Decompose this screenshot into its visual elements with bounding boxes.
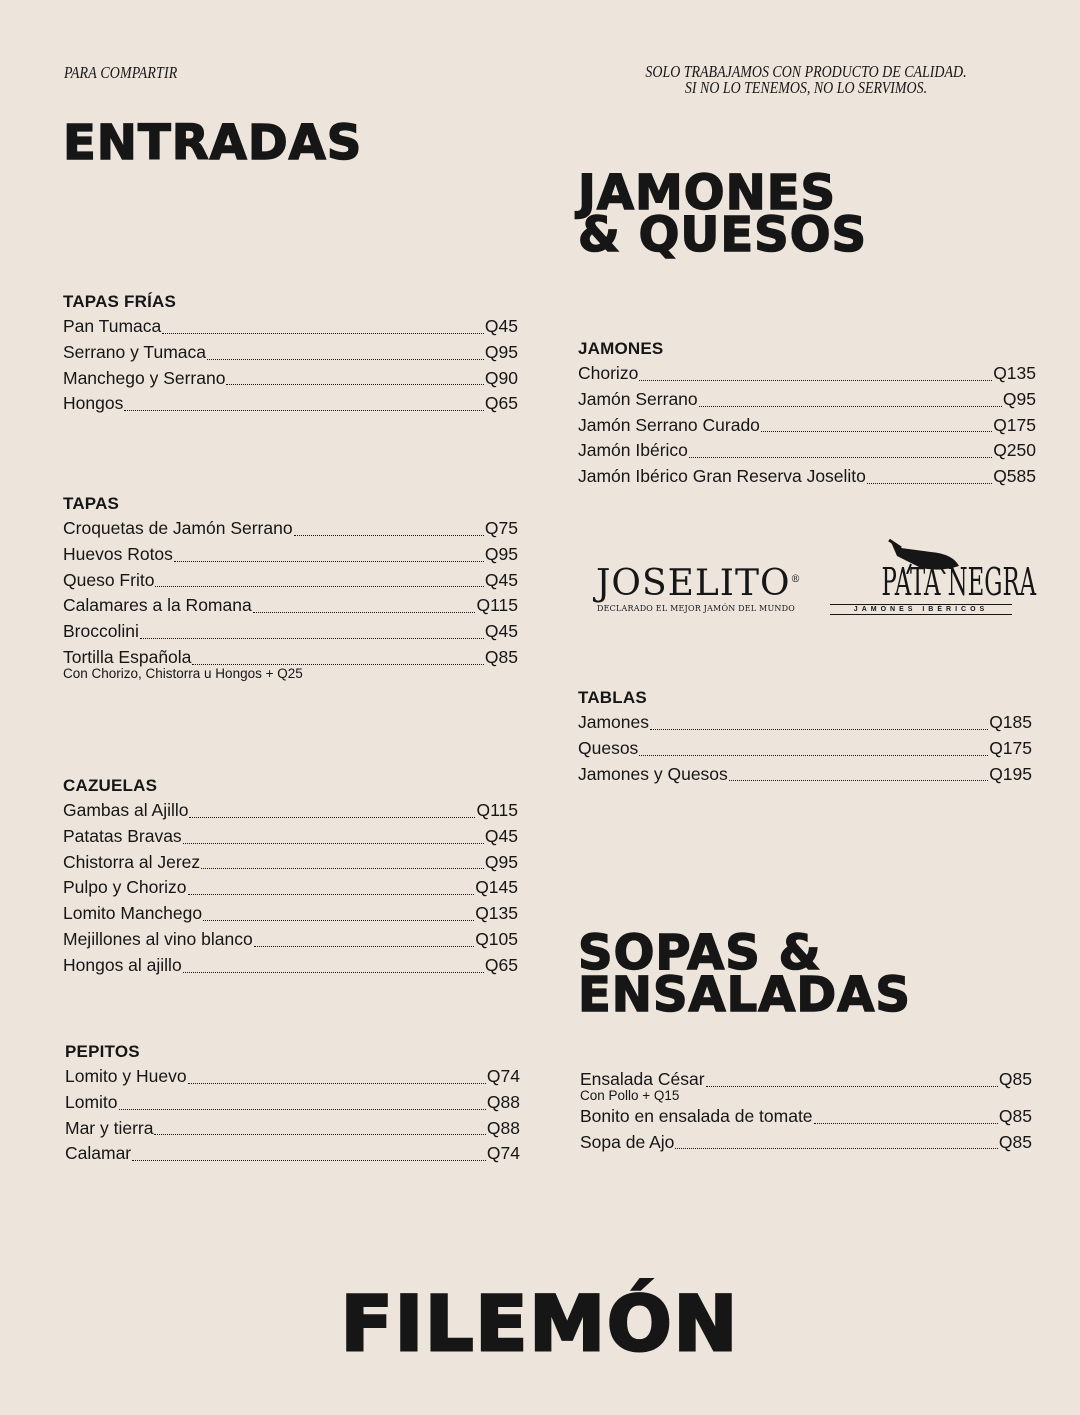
dot-leader	[254, 945, 474, 947]
pata-negra-wordmark: PATA NEGRA	[881, 560, 1037, 604]
menu-item-row	[63, 516, 518, 542]
item-name: Pan Tumaca	[63, 316, 162, 336]
menu-item	[63, 927, 518, 953]
menu-item	[578, 387, 1036, 413]
right-tagline	[626, 64, 987, 96]
item-price: Q45	[484, 316, 518, 336]
item-name: Jamón Serrano Curado	[578, 414, 760, 435]
menu-item-row	[63, 391, 518, 417]
menu-item	[65, 1141, 520, 1167]
dot-leader	[183, 971, 484, 973]
dot-leader	[706, 1085, 998, 1087]
item-name: Chorizo	[578, 363, 639, 383]
item-name: Gambas al Ajillo	[63, 800, 189, 820]
menu-list	[63, 798, 518, 979]
menu-item	[63, 593, 518, 619]
dot-leader	[675, 1147, 998, 1149]
right-tagline-line-2: SI NO LO TENEMOS, NO LO SERVIMOS.	[684, 78, 928, 97]
item-name: Jamón Ibérico Gran Reserva Joselito	[578, 466, 866, 487]
menu-list	[65, 1064, 520, 1167]
pata-negra-logo	[830, 538, 1037, 615]
item-price: Q90	[484, 367, 518, 388]
item-name: Jamones y Quesos	[578, 763, 728, 784]
section-title: TAPAS FRÍAS	[63, 292, 177, 311]
heading-line: JAMONES	[578, 165, 837, 221]
menu-item	[578, 413, 1036, 439]
sopas-ensaladas-heading	[578, 925, 911, 1023]
dot-leader	[650, 728, 988, 730]
dot-leader	[201, 867, 484, 869]
item-name: Broccolini	[63, 621, 139, 642]
item-name: Ensalada César	[580, 1069, 705, 1089]
item-price: Q65	[484, 393, 518, 414]
menu-item-row	[63, 366, 518, 392]
menu-item-row	[578, 361, 1036, 387]
menu-item-row	[63, 953, 518, 979]
menu-item-row	[63, 824, 518, 850]
menu-item	[578, 464, 1036, 490]
item-price: Q95	[484, 851, 518, 872]
item-name: Queso Frito	[63, 569, 155, 590]
item-price: Q135	[475, 903, 518, 924]
sopas-ensaladas-section	[580, 1067, 1032, 1155]
dot-leader	[140, 637, 484, 639]
menu-item-row	[578, 438, 1036, 464]
menu-item	[63, 901, 518, 927]
item-price: Q45	[484, 825, 518, 846]
heading-line: ENSALADAS	[578, 967, 911, 1023]
menu-item-row	[63, 568, 518, 594]
menu-item-row	[63, 798, 518, 824]
item-name: Calamares a la Romana	[63, 595, 252, 616]
menu-item-row	[578, 464, 1036, 490]
menu-item-row	[580, 1104, 1032, 1130]
dot-leader	[207, 358, 484, 360]
dot-leader	[639, 754, 988, 756]
dot-leader	[174, 560, 484, 562]
dot-leader	[814, 1122, 998, 1124]
item-name: Mejillones al vino blanco	[63, 928, 253, 949]
menu-item	[578, 438, 1036, 464]
item-price: Q95	[484, 341, 518, 362]
dot-leader	[154, 1133, 485, 1135]
tapas-section	[63, 494, 518, 682]
menu-item-row	[63, 619, 518, 645]
item-name: Jamón Serrano	[578, 388, 698, 409]
dot-leader	[162, 332, 484, 334]
item-price: Q585	[993, 466, 1036, 487]
item-price: Q75	[484, 518, 518, 538]
item-price: Q85	[998, 1105, 1032, 1126]
menu-item-row	[63, 927, 518, 953]
item-name: Huevos Rotos	[63, 543, 173, 564]
menu-item-row	[578, 736, 1032, 762]
menu-item	[63, 568, 518, 594]
menu-item	[63, 953, 518, 979]
menu-item	[63, 619, 518, 645]
menu-item	[65, 1064, 520, 1090]
menu-item-row	[578, 710, 1032, 736]
menu-item-row	[63, 901, 518, 927]
menu-item-row	[580, 1130, 1032, 1156]
dot-leader	[183, 842, 484, 844]
dot-leader	[124, 409, 484, 411]
section-title: TABLAS	[578, 688, 647, 707]
item-price: Q175	[989, 737, 1032, 758]
menu-item-row	[578, 413, 1036, 439]
menu-item-row	[63, 542, 518, 568]
menu-item	[63, 875, 518, 901]
item-price: Q145	[475, 877, 518, 898]
menu-item-row	[65, 1090, 520, 1116]
item-price: Q74	[486, 1066, 520, 1086]
tablas-section	[578, 688, 1032, 787]
item-price: Q250	[993, 440, 1036, 461]
heading-line: SOPAS &	[578, 925, 822, 981]
item-price: Q85	[998, 1131, 1032, 1152]
jamones-section	[578, 339, 1036, 490]
dot-leader	[192, 663, 484, 665]
item-name: Patatas Bravas	[63, 825, 182, 846]
dot-leader	[188, 1082, 486, 1084]
brand-logo: FILEMÓN	[340, 1279, 740, 1368]
menu-item	[578, 762, 1032, 788]
section-title: PEPITOS	[65, 1042, 140, 1061]
menu-item-row	[63, 850, 518, 876]
item-name: Sopa de Ajo	[580, 1131, 675, 1152]
menu-list	[63, 516, 518, 680]
dot-leader	[639, 379, 992, 381]
item-name: Calamar	[65, 1143, 132, 1164]
dot-leader	[203, 919, 474, 921]
menu-item	[63, 340, 518, 366]
item-price: Q65	[484, 954, 518, 975]
menu-item	[65, 1116, 520, 1142]
dot-leader	[253, 611, 476, 613]
dot-leader	[188, 893, 475, 895]
menu-list	[580, 1067, 1032, 1155]
item-price: Q74	[486, 1143, 520, 1164]
pata-negra-tagline: JAMONES IBÉRICOS	[830, 604, 1012, 615]
item-name: Croquetas de Jamón Serrano	[63, 518, 293, 538]
menu-item-row	[63, 593, 518, 619]
joselito-logo	[596, 560, 802, 613]
dot-leader	[699, 405, 1002, 407]
entradas-heading: ENTRADAS	[63, 115, 363, 171]
menu-item	[65, 1090, 520, 1116]
menu-list	[578, 361, 1036, 490]
item-price: Q115	[476, 595, 518, 616]
cazuelas-section	[63, 776, 518, 979]
item-name: Lomito Manchego	[63, 903, 203, 924]
item-price: Q88	[486, 1117, 520, 1138]
section-title: CAZUELAS	[63, 776, 158, 795]
menu-item	[578, 736, 1032, 762]
menu-item	[580, 1130, 1032, 1156]
item-price: Q115	[476, 800, 518, 820]
joselito-wordmark: JOSELITO®	[596, 563, 802, 604]
dot-leader	[155, 585, 483, 587]
pepitos-section	[65, 1042, 520, 1167]
menu-item	[63, 850, 518, 876]
menu-item	[63, 516, 518, 542]
item-price: Q105	[475, 928, 518, 949]
menu-item	[63, 314, 518, 340]
item-price: Q45	[484, 569, 518, 590]
menu-list	[63, 314, 518, 417]
item-name: Hongos al ajillo	[63, 954, 182, 975]
dot-leader	[189, 816, 475, 818]
item-name: Manchego y Serrano	[63, 367, 226, 388]
item-price: Q95	[1002, 388, 1036, 409]
joselito-tagline: DECLARADO EL MEJOR JAMÓN DEL MUNDO	[597, 604, 795, 613]
item-price: Q135	[993, 363, 1036, 383]
item-name: Mar y tierra	[65, 1117, 154, 1138]
menu-item-row	[65, 1064, 520, 1090]
item-name: Bonito en ensalada de tomate	[580, 1105, 813, 1126]
menu-list	[578, 710, 1032, 787]
item-price: Q195	[989, 763, 1032, 784]
item-name: Pulpo y Chorizo	[63, 877, 187, 898]
menu-item	[580, 1067, 1032, 1102]
item-price: Q85	[484, 646, 518, 667]
item-price: Q175	[993, 414, 1036, 435]
right-tagline-line-1: SOLO TRABAJAMOS CON PRODUCTO DE CALIDAD.	[645, 62, 967, 81]
menu-item	[63, 542, 518, 568]
dot-leader	[689, 456, 992, 458]
dot-leader	[761, 430, 992, 432]
item-name: Jamón Ibérico	[578, 440, 688, 461]
item-note: Con Pollo + Q15	[580, 1087, 680, 1103]
dot-leader	[867, 482, 992, 484]
item-price: Q88	[486, 1091, 520, 1112]
menu-item	[63, 645, 518, 680]
menu-item-row	[65, 1141, 520, 1167]
menu-item	[578, 361, 1036, 387]
menu-item	[63, 366, 518, 392]
item-name: Quesos	[578, 737, 639, 758]
left-tagline: PARA COMPARTIR	[64, 63, 178, 82]
item-name: Hongos	[63, 393, 124, 414]
menu-item-row	[63, 314, 518, 340]
item-name: Tortilla Española	[63, 646, 192, 667]
section-title: JAMONES	[578, 339, 664, 358]
jamones-quesos-heading	[578, 165, 868, 263]
menu-item-row	[63, 875, 518, 901]
menu-item	[580, 1104, 1032, 1130]
item-note: Con Chorizo, Chistorra u Hongos + Q25	[63, 665, 303, 681]
menu-item	[63, 798, 518, 824]
tapas-frias-section	[63, 292, 518, 417]
dot-leader	[226, 383, 483, 385]
heading-line: & QUESOS	[578, 207, 868, 263]
menu-item-row	[578, 762, 1032, 788]
menu-item	[63, 824, 518, 850]
menu-item-row	[63, 340, 518, 366]
item-price: Q95	[484, 543, 518, 564]
item-price: Q45	[484, 621, 518, 642]
item-name: Lomito	[65, 1091, 118, 1112]
section-title: TAPAS	[63, 494, 120, 513]
dot-leader	[729, 779, 988, 781]
menu-item-row	[65, 1116, 520, 1142]
item-price: Q185	[989, 712, 1032, 732]
item-name: Chistorra al Jerez	[63, 851, 201, 872]
item-price: Q85	[998, 1069, 1032, 1089]
dot-leader	[119, 1108, 486, 1110]
item-name: Jamones	[578, 712, 650, 732]
menu-item	[63, 391, 518, 417]
dot-leader	[132, 1159, 486, 1161]
menu-item-row	[578, 387, 1036, 413]
item-name: Lomito y Huevo	[65, 1066, 187, 1086]
dot-leader	[294, 534, 484, 536]
item-name: Serrano y Tumaca	[63, 341, 206, 362]
menu-item	[578, 710, 1032, 736]
